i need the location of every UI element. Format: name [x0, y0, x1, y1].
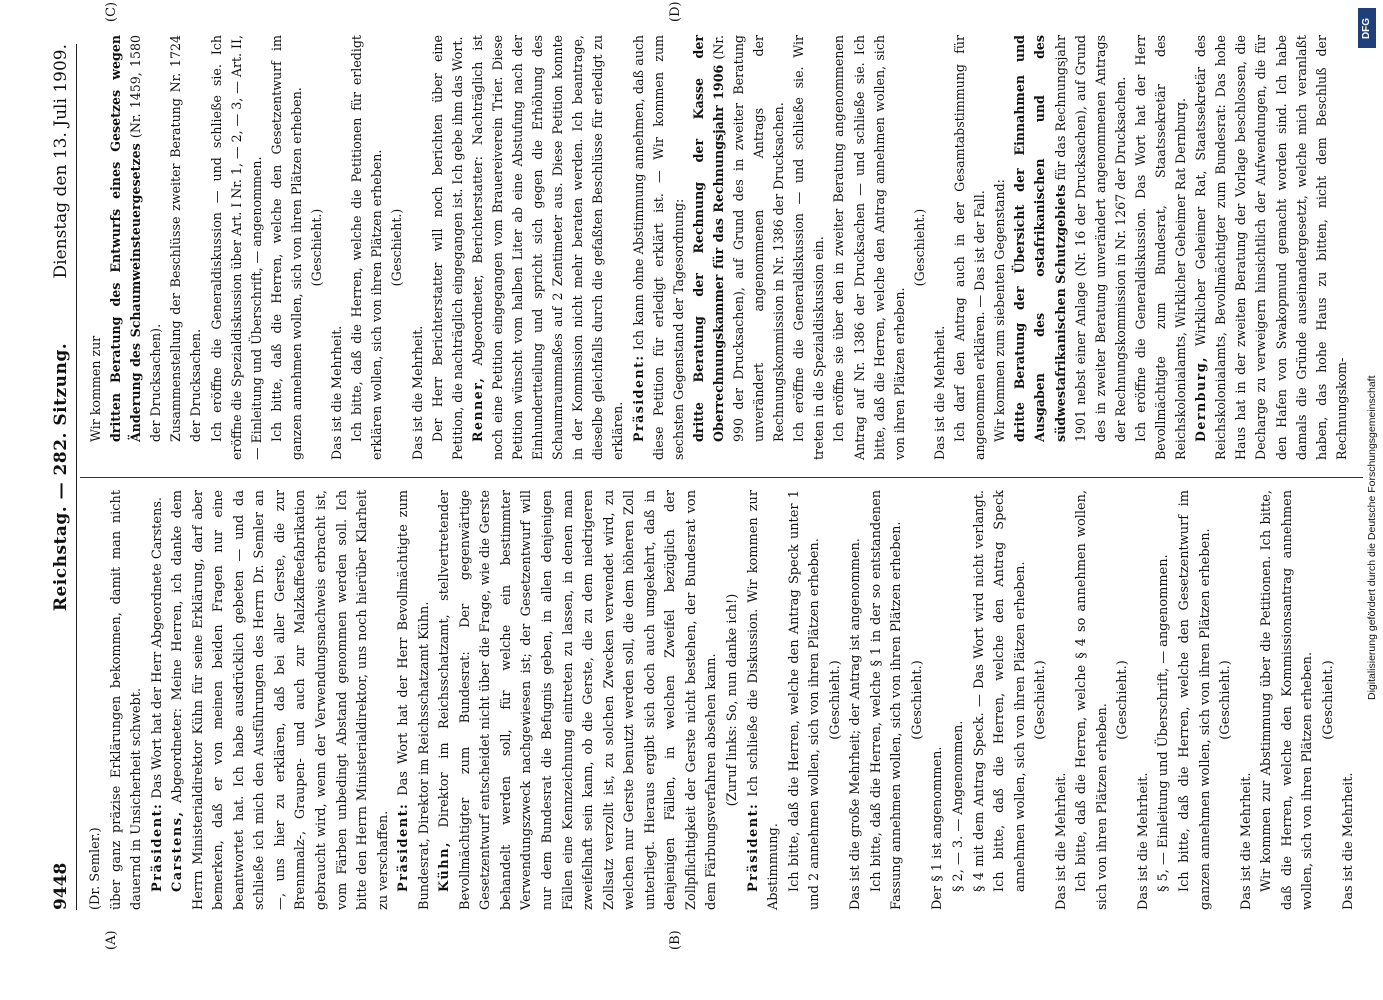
paragraph: [785, 490, 826, 910]
paragraph: [1175, 490, 1216, 910]
paragraph-text: Ich eröffne die Generaldiskussion. Das Wort hat der Herr Bevollmächtigte zum Bundesrat, Staatssekretär des Reichskolonialamts, Wirklicher Geheimer Rat Dernburg.: [1132, 35, 1189, 460]
paragraph: [394, 490, 435, 910]
paragraph: [1134, 490, 1155, 910]
paragraph-text: für das Rechnungsjahr 1901 nebst einer Anlage (Nr. 16 der Drucksachen), auf Grund des in zweiter Beratung unverändert angenommenen Antrags der Rechnungskommission in Nr. 1267 der Drucksachen.: [1052, 35, 1128, 442]
paragraph: [1072, 490, 1113, 910]
paragraph: [148, 490, 169, 910]
paragraph: [723, 490, 744, 910]
speaker-name: Kühn,: [437, 840, 453, 892]
paragraph: [166, 35, 206, 460]
paragraph: [867, 490, 908, 910]
paragraph: [826, 490, 847, 910]
paragraph-text: (Dr. Semler.): [88, 827, 103, 910]
paragraph: [1216, 490, 1237, 910]
digitization-credit: Digitalisierung gefördert durch die Deutsche Forschungsgemeinschaft: [1366, 375, 1378, 700]
dfg-logo: DFG: [1358, 8, 1376, 48]
paragraph-text: Das Wort hat der Herr Bevollmächtigte zum Bundesrat, Direktor im Reichsschatzamt Kühn.: [396, 490, 432, 910]
paragraph: [789, 35, 829, 460]
column-divider: [80, 477, 1363, 478]
paragraph-text: Das ist die große Mehrheit; der Antrag ist angenommen.: [848, 538, 864, 910]
paragraph: [107, 490, 148, 910]
paragraph: [744, 490, 785, 910]
paragraph: [1131, 35, 1191, 460]
paragraph-text: Ich kann ohne Abstimmung annehmen, daß auch diese Petition für erledigt erklärt ist. — Wir kommen zum sechsten Gegenstand der Tagesordnung:: [630, 35, 686, 460]
session-date: Dienstag den 13. Juli 1909.: [51, 44, 71, 279]
paragraph-text: Das ist die Mehrheit.: [329, 325, 345, 460]
paragraph-text: Ich schließe die Diskussion. Wir kommen zur Abstimmung.: [745, 490, 782, 910]
paragraph-text: (Nr. 1459, 1580 der Drucksachen).: [128, 34, 164, 442]
paragraph-text: Abgeordneter: Meine Herren, ich danke dem Herrn Ministerialdirektor Kühn für seine Erklärung, darf aber bemerken, daß er von meinen beiden Fragen nur eine beantwortet hat. Ich habe ausdrücklich gebeten — und da schließe ich mich den Ausführungen des Herrn Dr. Semler an —, uns hier zu erklären, daß bei aller Gerste, die zur Brennmalz-, Graupen- und auch zur Malzkaffeefabrikation gebraucht wird, wenn der Verwendungsnachweis erbracht ist, vom Färben unbedingt Abstand genommen werden soll. Ich bitte den Herrn Ministerialdirektor, uns noch hierüber Klarheit zu verschaffen.: [170, 490, 391, 910]
speaker-name: Renner,: [469, 376, 485, 442]
paragraph: [829, 35, 909, 460]
page-number: 9448: [51, 862, 71, 910]
paragraph-text: Ich eröffne die Generaldiskussion — und schließe sie. Ich eröffne die Spezialdiskussion über Art. I Nr. 1, — 2, — 3, — Art. II, — Einleitung und Überschrift, — angenommen.: [208, 35, 264, 460]
paragraph-text: Ich bitte, daß die Herren, welche den Gesetzentwurf im ganzen annehmen wollen, sich von ihren Plätzen erheben.: [1176, 490, 1213, 910]
paragraph-text: Das ist die Mehrheit.: [931, 325, 947, 460]
paragraph: [629, 35, 689, 460]
paragraph-text: (Geschieht.): [1115, 660, 1131, 740]
paragraph-text: Ich eröffne die Generaldiskussion — und schließe sie. Wir treten in die Spezialdiskussion ein.: [791, 35, 827, 460]
margin-marker-d: (D): [668, 1, 683, 22]
speaker-name: Präsident:: [149, 802, 165, 892]
paragraph: [1113, 490, 1134, 910]
paragraph-text: Wir kommen zur Abstimmung über die Petitionen. Ich bitte, daß die Herren, welche den Kommissionsantrag annehmen wollen, sich von ihren Plätzen erheben.: [1259, 490, 1316, 910]
paragraph-text: Wir kommen zum siebenten Gegenstand:: [992, 179, 1008, 442]
paragraph-text: Das Wort hat der Herr Abgeordnete Carstens.: [149, 496, 165, 803]
paragraph-text: (Geschieht.): [309, 208, 325, 287]
paragraph-text: Zusammenstellung der Beschlüsse zweiter Beratung Nr. 1724 der Drucksachen.: [168, 35, 204, 442]
left-text-column: [86, 490, 1360, 910]
paragraph: [1052, 490, 1073, 910]
paragraph: [1339, 490, 1360, 910]
paragraph: [408, 35, 428, 460]
paragraph: [1319, 490, 1340, 910]
paragraph: [949, 490, 970, 910]
paragraph: [168, 490, 394, 910]
paragraph-text: (Zuruf links: So, nun danke ich!): [724, 593, 740, 807]
paragraph: [207, 35, 267, 460]
paragraph-text: Ich bitte, daß die Herren, welche die Petitionen für erledigt erklären wollen, sich von ihren Plätzen erheben.: [349, 35, 385, 460]
paragraph-text: § 5, — Einleitung und Überschrift, — angenommen.: [1156, 554, 1172, 892]
speaker-name: Präsident:: [630, 354, 646, 442]
paragraph: [910, 35, 930, 460]
paragraph: [950, 35, 990, 460]
paragraph: [347, 35, 387, 460]
paragraph: [908, 490, 929, 910]
paragraph-text: über ganz präzise Erklärungen bekommen, damit man nicht dauernd in Unsicherheit schwebt.: [108, 490, 145, 910]
paragraph: [1010, 35, 1131, 460]
paragraph: [970, 490, 1032, 910]
paragraph-text: Das ist die Mehrheit.: [409, 325, 425, 460]
paragraph: [435, 490, 723, 910]
margin-marker-a: (A): [104, 930, 119, 950]
paragraph-text: Wir kommen zur: [88, 335, 103, 442]
paragraph: [1237, 490, 1258, 910]
speaker-name: Carstens,: [170, 810, 186, 892]
agenda-item-title: dritte Beratung der Übersicht der Einnahmen und Ausgaben des ostafrikanischen und des südwestafrikanischen Schutzgebiets: [1012, 35, 1068, 442]
agenda-item-title: dritten Beratung des Entwurfs eines Gesetzes wegen Änderung des Schaumweinsteuergesetzes: [108, 35, 144, 442]
paragraph-text: (Geschieht.): [1320, 660, 1336, 740]
paragraph: [86, 490, 107, 910]
paragraph-text: Ich bitte, daß die Herren, welche § 1 in der so entstandenen Fassung annehmen wollen, sich von ihren Plätzen erheben.: [868, 490, 905, 910]
paragraph: [428, 35, 468, 460]
paragraph-text: Abgeordneter, Berichterstatter: Nachträglich ist noch eine Petition eingegangen vom Brauereiverein Trier. Diese Petition wünscht vom halben Liter ab eine Abstufung nach der Einhundertteilung und spricht sich gegen die Erhöhung des Schaumraummaßes auf 2 Zentimeter aus. Diese Petition konnte in der Kommission nicht mehr beraten werden. Ich beantrage, dieselbe gleichfalls durch die gefaßten Beschlüsse für erledigt zu erklären.: [469, 35, 626, 460]
page-header: [46, 44, 77, 910]
paragraph-text: Das ist die Mehrheit.: [1053, 772, 1069, 910]
paragraph-text: Wirklicher Geheimer Rat, Staatssekretär des Reichskolonialamts, Bevollmächtigter zum Bundesrat: Das hohe Haus hat in der zweiten Beratung der Vorlage beschlossen, die Decharge zu verweigern hinsichtlich der Aufwendungen, die für den Hafen von Swakopmund gemacht worden sind. Ich habe damals die Gründe auseinandergesetzt, welche mich veranlaßt haben, das hohe Haus zu bitten, nicht dem Beschluß der Rechnungskom-: [1193, 35, 1349, 460]
paragraph-text: (Geschieht.): [1218, 660, 1234, 740]
right-text-column: [86, 35, 1352, 460]
paragraph: [1031, 490, 1052, 910]
paragraph: [106, 35, 166, 460]
paragraph-text: Ich bitte, daß die Herren, welche den Antrag Speck unter 1 und 2 annehmen wollen, sich von ihren Plätzen erheben.: [786, 490, 823, 910]
speaker-name: Präsident:: [396, 802, 412, 892]
paragraph: [267, 35, 307, 460]
paragraph-text: Das ist die Mehrheit.: [1341, 772, 1357, 910]
paragraph-text: (Geschieht.): [1033, 660, 1049, 740]
paragraph: [387, 35, 407, 460]
paragraph-text: Der § 1 ist angenommen.: [930, 746, 946, 910]
paragraph: [307, 35, 327, 460]
paragraph-text: Ich bitte, daß die Herren, welche den Gesetzentwurf im ganzen annehmen wollen, sich von ihren Plätzen erheben.: [268, 35, 304, 460]
paragraph-text: Ich darf den Antrag auch in der Gesamtabstimmung für angenommen erklären. — Das ist der Fall.: [952, 35, 988, 460]
agenda-item-title: dritte Beratung der Rechnung der Kasse der Oberrechnungskammer für das Rechnungsjahr 1906: [690, 35, 726, 442]
paragraph-text: § 4 mit dem Antrag Speck. — Das Wort wird nicht verlangt. Ich bitte, daß die Herren, welche den Antrag Speck annehmen wollen, sich von ihren Plätzen erheben.: [971, 490, 1028, 892]
speaker-name: Dernburg,: [1193, 355, 1209, 442]
page-title: Reichstag. — 282. Sitzung.: [51, 342, 71, 612]
paragraph: [846, 490, 867, 910]
paragraph: [1257, 490, 1319, 910]
paragraph-text: § 2, — 3. — Angenommen.: [950, 720, 966, 892]
paragraph-text: (Geschieht.): [827, 660, 843, 740]
paragraph: [930, 35, 950, 460]
speaker-name: Präsident:: [745, 802, 761, 892]
paragraph-text: (Geschieht.): [911, 208, 927, 287]
paragraph-text: (Geschieht.): [389, 208, 405, 287]
paragraph: [468, 35, 629, 460]
margin-marker-b: (B): [668, 930, 683, 950]
paragraph: [928, 490, 949, 910]
paragraph-text: Ich eröffne sie über den in zweiter Beratung angenommenen Antrag auf Nr. 1386 der Drucksachen — und schließe sie. Ich bitte, daß die Herren, welche den Antrag annehmen wollen, sich von ihren Plätzen erheben.: [831, 35, 907, 460]
paragraph: [990, 35, 1010, 460]
paragraph-text: Das ist die Mehrheit.: [1135, 772, 1151, 910]
paragraph-text: Der Herr Berichterstatter will noch berichten über eine Petition, die nachträglich eingegangen ist. Ich gebe ihm das Wort.: [429, 35, 465, 460]
paragraph: [86, 35, 106, 460]
paragraph-text: Das ist die Mehrheit.: [1238, 772, 1254, 910]
paragraph-text: Ich bitte, daß die Herren, welche § 4 so annehmen wollen, sich von ihren Plätzen erheben.: [1074, 490, 1110, 910]
paragraph-text: Direktor im Reichsschatzamt, stellvertretender Bevollmächtigter zum Bundesrat: Der gegenwärtige Gesetzentwurf entscheidet nicht über die Frage, wie die Gerste behandelt werden soll, für welche ein bestimmter Verwendungszweck nachgewiesen ist; der Gesetzentwurf will nur dem Bundesrat die Befugnis geben, in allen denjenigen Fällen eine Kennzeichnung eintreten zu lassen, in denen man zweifelhaft sein kann, ob die Gerste, die zu dem niedrigeren Zollsatz verzollt ist, zu solchen Zwecken verwendet wird, zu welchen nur Gerste benutzt werden soll, die dem höheren Zoll unterliegt. Hieraus ergibt sich doch auch umgekehrt, daß in denjenigen Fällen, in welchen Zweifel bezüglich der Zollpflichtigkeit der Gerste nicht bestehen, der Bundesrat von dem Färbungsverfahren absehen kann.: [437, 490, 720, 910]
paragraph: [1191, 35, 1352, 460]
margin-marker-c: (C): [104, 1, 119, 22]
paragraph: [1154, 490, 1175, 910]
paragraph: [327, 35, 347, 460]
paragraph: [689, 35, 789, 460]
paragraph-text: (Geschieht.): [909, 660, 925, 740]
paragraph-text: (Nr. 990 der Drucksachen), auf Grund des in zweiter Beratung unverändert angenommenen Antrags der Rechnungskommission in Nr. 1386 der Drucksachen.: [710, 35, 787, 442]
